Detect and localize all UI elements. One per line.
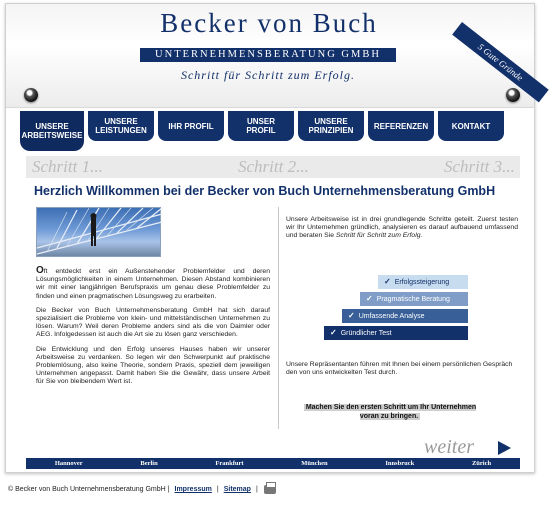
step-2: Schritt 2... bbox=[238, 157, 309, 176]
site-header bbox=[6, 4, 534, 108]
dropcap: O bbox=[36, 265, 44, 276]
site-footer bbox=[8, 485, 276, 494]
stair-label: Gründlicher Test bbox=[340, 330, 392, 337]
stair-step-erfolgssteigerung bbox=[378, 275, 468, 289]
brand-slogan: Schritt für Schritt zum Erfolg. bbox=[180, 68, 355, 82]
call-to-action bbox=[296, 403, 484, 421]
city-bar bbox=[26, 458, 520, 469]
checkmark-icon: ✓ bbox=[348, 311, 355, 320]
city-hannover[interactable]: Hannover bbox=[54, 460, 83, 467]
tab-referenzen[interactable] bbox=[368, 111, 434, 141]
tab-unsere-leistungen[interactable] bbox=[88, 111, 154, 141]
city-zuerich[interactable]: Zürich bbox=[471, 460, 492, 467]
method-intro-text: Unsere Arbeitsweise ist in drei grundlegende Schritte geteilt. Zuerst testen wir Ihr Unternehmen gründlich, analysieren es darauf aufbauend umfassend und beraten Sie bbox=[286, 216, 518, 240]
print-icon[interactable] bbox=[264, 485, 276, 494]
intro-paragraph bbox=[36, 267, 270, 301]
stair-step-analyse bbox=[342, 309, 468, 323]
tab-ihr-profil[interactable] bbox=[158, 111, 224, 141]
corner-ribbon[interactable] bbox=[460, 4, 534, 83]
hero-image-graphic bbox=[37, 208, 162, 258]
city-frankfurt[interactable]: Frankfurt bbox=[215, 460, 244, 467]
sitemap-link[interactable]: Sitemap bbox=[223, 486, 251, 493]
city-berlin[interactable]: Berlin bbox=[140, 460, 158, 467]
pin-icon bbox=[506, 88, 520, 102]
tab-unser-profil[interactable] bbox=[228, 111, 294, 141]
step-1: Schritt 1... bbox=[32, 157, 103, 176]
tab-label: ARBEITSWEISE bbox=[21, 131, 83, 140]
page-card bbox=[5, 3, 535, 473]
tab-label: UNSERE bbox=[104, 117, 138, 126]
method-intro-emphasis: Schritt für Schritt zum Erfolg. bbox=[335, 232, 423, 240]
weiter-link[interactable]: weiter bbox=[424, 436, 474, 458]
checkmark-icon: ✓ bbox=[330, 328, 337, 337]
stair-label: Umfassende Analyse bbox=[358, 313, 425, 320]
impressum-link[interactable]: Impressum bbox=[174, 486, 212, 493]
step-strip bbox=[26, 156, 520, 178]
step-3: Schritt 3... bbox=[444, 157, 515, 176]
checkmark-icon: ✓ bbox=[366, 294, 373, 303]
stair-step-beratung bbox=[360, 292, 468, 306]
tab-label: KONTAKT bbox=[451, 121, 491, 131]
copyright: © Becker von Buch Unternehmensberatung GmbH bbox=[8, 486, 166, 493]
page-title: Herzlich Willkommen bei der Becker von Buch Unternehmensberatung GmbH bbox=[34, 184, 496, 198]
arrow-right-icon[interactable] bbox=[498, 441, 511, 455]
stair-label: Pragmatische Beratung bbox=[376, 296, 450, 303]
method-outro: Unsere Repräsentanten führen mit Ihnen bei einem persönlichen Gespräch den von uns entwickelten Test durch. bbox=[286, 361, 513, 377]
column-divider bbox=[278, 207, 279, 429]
tab-label: REFERENZEN bbox=[373, 121, 429, 131]
tab-label: UNSERE bbox=[35, 122, 69, 131]
tab-label: PRINZIPIEN bbox=[308, 126, 354, 135]
city-muenchen[interactable]: München bbox=[301, 460, 328, 467]
hero-image bbox=[36, 207, 161, 257]
city-innsbruck[interactable]: Innsbruck bbox=[385, 460, 415, 467]
cta-text: Machen Sie den ersten Schritt um Ihr Unternehmen voran zu bringen. bbox=[305, 404, 477, 420]
brand-name[interactable]: Becker von Buch bbox=[160, 8, 378, 38]
tab-unsere-arbeitsweise[interactable] bbox=[20, 111, 84, 151]
method-intro bbox=[286, 216, 518, 241]
tab-label: UNSERE bbox=[314, 117, 348, 126]
tab-kontakt[interactable] bbox=[438, 111, 504, 141]
paragraph-text: ft entdeckt erst ein Außenstehender Problemfelder und deren Lösungsmöglichkeiten in einem Unternehmen. Diesen Abstand kombinieren wir mit einer langjährigen Berufspraxis um genau diese Problemfelder zu finden und einen pragmatischen Lösungsweg zu erarbeiten. bbox=[36, 268, 270, 300]
stair-step-test bbox=[324, 326, 468, 340]
tab-label: UNSER PROFIL bbox=[246, 117, 276, 135]
tab-label: IHR PROFIL bbox=[168, 121, 214, 131]
brand-subtitle: UNTERNEHMENSBERATUNG GMBH bbox=[140, 48, 396, 62]
ribbon-label[interactable]: 5 Gute Gründe bbox=[452, 22, 549, 102]
footer-separator: | bbox=[167, 486, 170, 493]
pin-icon bbox=[24, 88, 38, 102]
footer-separator: | bbox=[255, 486, 258, 493]
main-nav bbox=[20, 111, 526, 153]
tab-label: LEISTUNGEN bbox=[95, 126, 147, 135]
intro-paragraph: Die Becker von Buch Unternehmensberatung GmbH hat sich darauf spezialisiert die Probleme von klein- und mittelständischen Unternehmen zu lösen. Warum? Weil deren Probleme anders sind als die von Daimler oder AEG. Infolgedessen ist auch die Art sie zu lösen ganz verschieden. bbox=[36, 306, 270, 339]
step-staircase bbox=[324, 275, 524, 345]
footer-separator: | bbox=[216, 486, 219, 493]
intro-text-column bbox=[36, 267, 270, 393]
checkmark-icon: ✓ bbox=[384, 277, 391, 286]
stair-label: Erfolgssteigerung bbox=[394, 279, 450, 286]
tab-unsere-prinzipien[interactable] bbox=[298, 111, 364, 141]
intro-paragraph: Die Entwicklung und den Erfolg unseres Hauses haben wir unserer Arbeitsweise zu verdanken. So legen wir den Schwerpunkt auf praktische Problemlösung, also keine Theorie, sondern Praxis, speziell dem jeweiligen Unternehmen angepasst. Damit haben Sie die Gewähr, dass unsere Arbeit für Sie von bleibendem Wert ist. bbox=[36, 345, 270, 386]
